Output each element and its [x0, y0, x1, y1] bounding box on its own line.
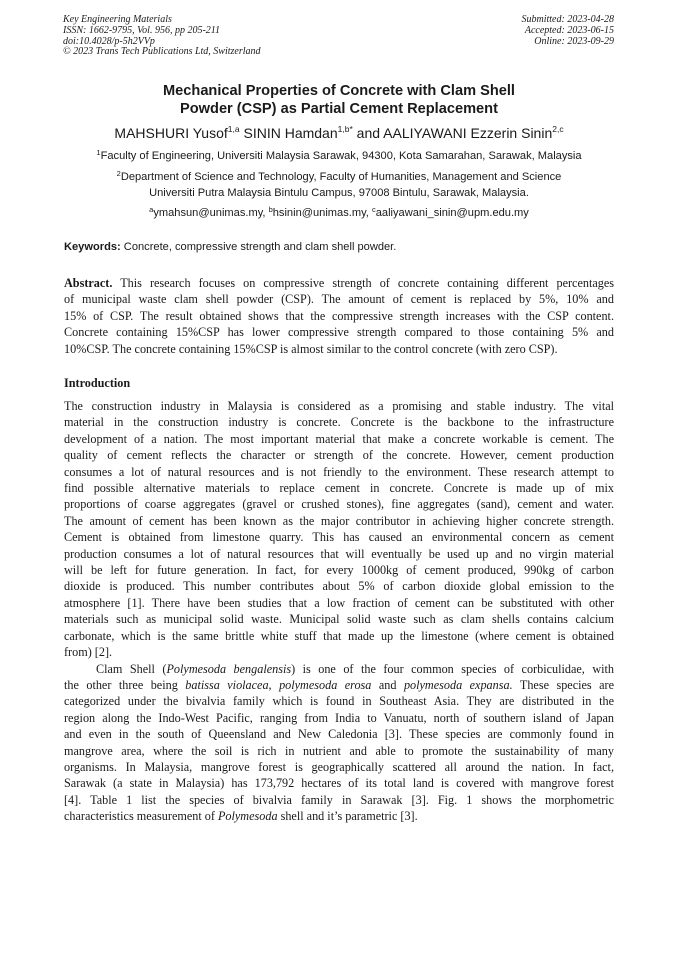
text-run: and — [371, 677, 404, 692]
abstract-line-5: 10%CSP. The concrete containing 15%CSP is almost similar to the control concrete (with zero CSP). — [64, 341, 558, 356]
text-run: Clam Shell ( — [96, 661, 167, 676]
species-name: Polymesoda bengalensis — [166, 661, 292, 676]
paragraph-line — [64, 677, 614, 693]
paragraph-line: The amount of cement has been known as the major contributor in achieving higher concrete strength. — [64, 513, 614, 528]
author-3: AALIYAWANI Ezzerin Sinin — [383, 125, 553, 141]
species-name: batissa violacea, polymesoda erosa — [185, 677, 372, 692]
introduction-body — [64, 398, 614, 825]
paragraph-line: Sarawak (a state in Malaysia) has 173,792 hectares of its total land is covered with mangrove forest — [64, 776, 614, 791]
section-heading: Introduction — [64, 376, 131, 390]
paragraph-line: development of a nation. The most important material that make a concrete workable is cement. The — [64, 431, 614, 446]
paper-title — [0, 82, 678, 118]
paragraph-line: Cement is obtained from limestone quarry. This has caused an environmental concern as cement — [64, 530, 614, 545]
paragraph-line: [4]. Table 1 list the species of bivalvia family in Sarawak [3]. Fig. 1 shows the morphometric — [64, 792, 614, 807]
keywords-text: Concrete, compressive strength and clam shell powder. — [120, 241, 397, 253]
keywords-label: Keywords: — [64, 241, 121, 253]
email-c-sup: c — [371, 205, 376, 214]
abstract-line-1: This research focuses on compressive strength of concrete containing different percentages — [112, 276, 614, 290]
author-list — [0, 124, 678, 142]
abstract-line-3: 15% of CSP. The result obtained shows that the compressive strength increases with the CSP content. — [64, 308, 614, 323]
abstract-line-4: Concrete containing 15%CSP has lower compressive strength compared to those containing 5% and — [64, 325, 614, 340]
paragraph-1 — [64, 398, 614, 661]
paragraph-line: will be left for future generation. In fact, for every 1000kg of cement produced, 990kg of carbon — [64, 563, 614, 578]
paragraph-line: material in the construction industry is concrete. Concrete is the backbone to the infrastructure — [64, 415, 614, 430]
author-2: SININ Hamdan — [243, 125, 338, 141]
author-1: MAHSHURI Yusof — [114, 125, 228, 141]
species-name: polymesoda expansa. — [403, 677, 513, 692]
issn-volume: ISSN: 1662-9795, Vol. 956, pp 205-211 — [63, 24, 221, 36]
affiliation-2-sup: 2 — [116, 169, 121, 178]
abstract — [64, 275, 614, 357]
paragraph-line — [64, 808, 614, 824]
email-b-sup: b — [268, 205, 273, 214]
title-line-2: Powder (CSP) as Partial Cement Replacement — [180, 101, 498, 117]
paragraph-2 — [64, 661, 614, 825]
accepted-date: Accepted: 2023-06-15 — [524, 24, 614, 36]
paragraph-line: production consumes a lot of natural resources that will eventually be used up and no virgin material — [64, 546, 614, 561]
paragraph-line: atmosphere [1]. There have been studies that a low fraction of cement can be substituted with other — [64, 595, 614, 610]
email-c: aaliyawani_sinin@upm.edu.my — [375, 207, 529, 219]
paragraph-line: organisms. In Malaysia, mangrove forest is geographically scattered all around the nation. In fact, — [64, 759, 614, 774]
abstract-line — [64, 275, 614, 291]
abstract-label: Abstract. — [64, 276, 113, 290]
paragraph-line: consumes a lot of natural resources and is not friendly to the environment. These research attempt to — [64, 464, 614, 479]
author-2-sup: 1,b* — [337, 124, 353, 134]
online-date: Online: 2023-09-29 — [534, 35, 614, 47]
abstract-line-2: of municipal waste clam shell powder (CSP). The amount of cement is replaced by 5%, 10% and — [64, 292, 614, 307]
paragraph-line: materials such as municipal solid waste. Municipal solid waste such as clam shells contains calcium — [64, 612, 614, 627]
text-run: shell and it’s parametric [3]. — [277, 809, 418, 824]
submitted-date: Submitted: 2023-04-28 — [521, 14, 614, 25]
paragraph-line: find possible alternative materials to replace cement in concrete. Concrete is made up of mix — [64, 481, 614, 496]
text-run: These species are — [512, 677, 615, 692]
author-1-sup: 1,a — [227, 124, 240, 134]
paragraph-line: dioxide is produced. This number contributes about 5% of carbon dioxide global emission to the — [64, 579, 614, 594]
affiliation-1 — [0, 149, 678, 165]
species-name: Polymesoda — [217, 809, 278, 824]
author-and: and — [356, 125, 381, 141]
email-a: ymahsun@unimas.my, — [153, 207, 269, 219]
paragraph-line — [64, 661, 614, 677]
journal-name: Key Engineering Materials — [63, 14, 172, 25]
text-run: characteristics measurement of — [64, 809, 218, 824]
paragraph-line: from) [2]. — [64, 645, 113, 660]
paragraph-line: mangrove area, where the soil is rich in nutrient and able to promote the sustainability of many — [64, 743, 614, 758]
author-3-sup: 2,c — [552, 124, 564, 134]
paragraph-line: The construction industry in Malaysia is considered as a promising and stable industry. The vital — [64, 399, 614, 413]
affiliation-2-line-2: Universiti Putra Malaysia Bintulu Campus, 97008 Bintulu, Sarawak, Malaysia. — [149, 186, 529, 199]
email-b: hsinin@unimas.my, — [272, 207, 372, 219]
email-a-sup: a — [149, 205, 154, 214]
copyright: © 2023 Trans Tech Publications Ltd, Switzerland — [63, 46, 261, 58]
paragraph-line: carbonate, which is the same brittle white stuff that made up the limestone (where cement is obtained — [64, 628, 614, 643]
paragraph-line: region along the Indo-West Pacific, ranging from India to Vanuatu, north of southern island of Japan — [64, 710, 614, 725]
affiliation-2 — [0, 170, 678, 201]
publication-dates — [522, 15, 615, 47]
author-emails — [0, 206, 678, 222]
journal-info — [63, 15, 261, 58]
paragraph-line: quality of cement reflects the character or strength of the concrete. However, cement production — [64, 448, 614, 463]
keywords — [64, 240, 396, 255]
paragraph-line: categorized under the bivalvia family which is found in Southeast Asia. They are distributed in the — [64, 694, 614, 709]
doi: doi:10.4028/p-5h2VVp — [63, 35, 155, 47]
text-run: the other three being — [64, 677, 186, 692]
affiliation-1-sup: 1 — [96, 148, 101, 157]
affiliation-2-line-1: Department of Science and Technology, Faculty of Humanities, Management and Science — [120, 171, 562, 183]
paragraph-line: proportions of coarse aggregates (gravel or crushed stones), fine aggregates (sand), cement and water. — [64, 497, 614, 512]
paragraph-line: and even in the south of Queensland and New Caledonia [3]. These species are commonly found in — [64, 727, 614, 742]
text-run: ) is one of the four common species of corbiculidae, with — [291, 661, 614, 676]
affiliation-1-text: Faculty of Engineering, Universiti Malaysia Sarawak, 94300, Kota Samarahan, Sarawak, Malaysia — [100, 150, 582, 162]
title-line-1: Mechanical Properties of Concrete with Clam Shell — [163, 83, 515, 99]
